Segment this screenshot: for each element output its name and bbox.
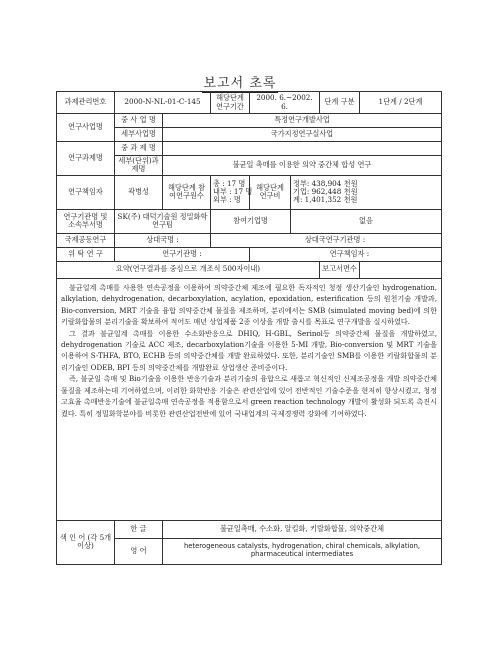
program-main-label: 중 사 업 명 — [115, 114, 163, 128]
project-number-label: 과제관리번호 — [57, 92, 115, 114]
funding-label: 해당단계 연구비 — [250, 175, 291, 209]
stage-period-value: 2000. 6.~2002. 6. — [250, 92, 320, 114]
summary-paragraph: 그 결과 불균일계 촉매를 이용한 수소화반응으로 DHIQ, H-GBL, Serinol등 의약중간체 물질을 개발하였고, dehydrogenation 기술로 ACC 제조, decarboxylation기술을 이용한 5-MI 개발, Bio-conversion 및 MRT 기술을 이용하여 S-THFA, BTO, ECHB 등의 의약중간체를 개발 완료하였다. 또한, 분리기술인 SMB를 이용한 키랄화합물의 분리기술인 ODEB, BPI 등의 의약중간체를 개발완료 상업생산 준비중이다. — [61, 328, 437, 372]
keywords-en-label: 영 어 — [115, 538, 163, 564]
pages-label: 보고서면수 — [320, 261, 360, 278]
keywords-ko-label: 한 글 — [115, 520, 163, 538]
keywords-ko-value: 불균일촉매, 수소화, 알킬화, 키랄화합물, 의약중간체 — [163, 520, 442, 538]
intl-research-label: 국제공동연구 — [57, 233, 115, 247]
partner-company-value: 없음 — [291, 209, 442, 233]
commission-org: 연구기관명 : — [115, 247, 250, 261]
report-abstract-table — [56, 91, 442, 565]
stage-type-value: 1단계 / 2단계 — [360, 92, 442, 114]
org-value: SK(주) 대덕기술원 정밀화학연구팀 — [115, 209, 211, 233]
project-detail-label: 세부(단위)과제명 — [115, 156, 163, 176]
stage-period-label: 해당단계 연구기간 — [211, 92, 250, 114]
pages-value — [360, 261, 442, 278]
keywords-en-value: heterogeneous catalysts, hydrogenation, chiral chemicals, alkylation, pharmaceutical intermediates — [163, 538, 442, 564]
project-detail-value: 불균일 촉매를 이용한 의약 중간체 합성 연구 — [163, 156, 442, 176]
summary-paragraph: 불균일계 촉매를 사용한 연속공정을 이용하여 의약중간체 제조에 필요한 독자적인 청정 생산기술인 hydrogenation, alkylation, dehydrogenation, decarboxylation, acylation, epoxidation, esterification 등의 원천기술 개발과, Bio-conversion, MRT 기술을 융합 의약중간체 물질을 제조하며, 분리에서는 SMB (simulated moving bed)에 의한 키랄화합물의 분리기술을 확보하여 적어도 매년 상업제품 2종 이상을 개발 출시를 목표로 연구개발을 실시하였다. — [61, 282, 437, 327]
researcher-value: 곽병성 — [115, 175, 163, 209]
summary-label: 요약(연구결과를 중심으로 개조식 500자이내) — [57, 261, 320, 278]
commission-label: 위 탁 연 구 — [57, 247, 115, 261]
program-detail-label: 세부사업명 — [115, 128, 163, 142]
partner-org: 상대국연구기관명 : — [211, 233, 442, 247]
summary-body — [57, 278, 442, 520]
summary-paragraph: 즉, 불균일 촉매 및 Bio기술을 이용한 반응기술과 분리기술의 융합으로 새롭고 혁신적인 신제조공정을 개발 의약중간체 물질을 제조하는데 기여하였으며, 이러한 화학반응 기술은 관련산업에 있어 전반적인 기술수준을 현저히 향상시켰고, 청정 고효율 촉매반응기술에 불균일촉매 연속공정을 적용함으로서 green reaction technology 개발이 활성화 되도록 촉진시켰다. 특히 정밀화학분야를 비롯한 관련산업전반에 있어 국내업계의 국제경쟁력 강화에 기여하였다. — [61, 374, 437, 418]
partner-company-label: 참여기업명 — [211, 209, 291, 233]
commission-researcher: 연구책임자 : — [250, 247, 442, 261]
staff-count-label: 해당단계 참여연구원수 — [163, 175, 211, 209]
project-main-value — [163, 142, 442, 156]
project-main-label: 중 과 제 명 — [115, 142, 163, 156]
org-label: 연구기관명 및 소속부서명 — [57, 209, 115, 233]
researcher-label: 연구책임자 — [57, 175, 115, 209]
funding-values: 정부: 438,904 천원 기업: 962,448 천원 계: 1,401,352 천원 — [291, 175, 442, 209]
project-name-label: 연구과제명 — [57, 142, 115, 176]
staff-counts: 총 : 17 명 내부 : 17 명 외부 : 명 — [211, 175, 250, 209]
program-main-value: 특정연구개발사업 — [163, 114, 442, 128]
program-label: 연구사업명 — [57, 114, 115, 142]
project-number-value: 2000-N-NL-01-C-145 — [115, 92, 211, 114]
partner-country: 상대국명 : — [115, 233, 211, 247]
program-detail-value: 국가지정연구실사업 — [163, 128, 442, 142]
report-title: 보고서 초록 — [203, 76, 277, 91]
keywords-label: 색 인 어 (각 5개 이상) — [57, 520, 115, 564]
stage-type-label: 단계 구분 — [320, 92, 360, 114]
